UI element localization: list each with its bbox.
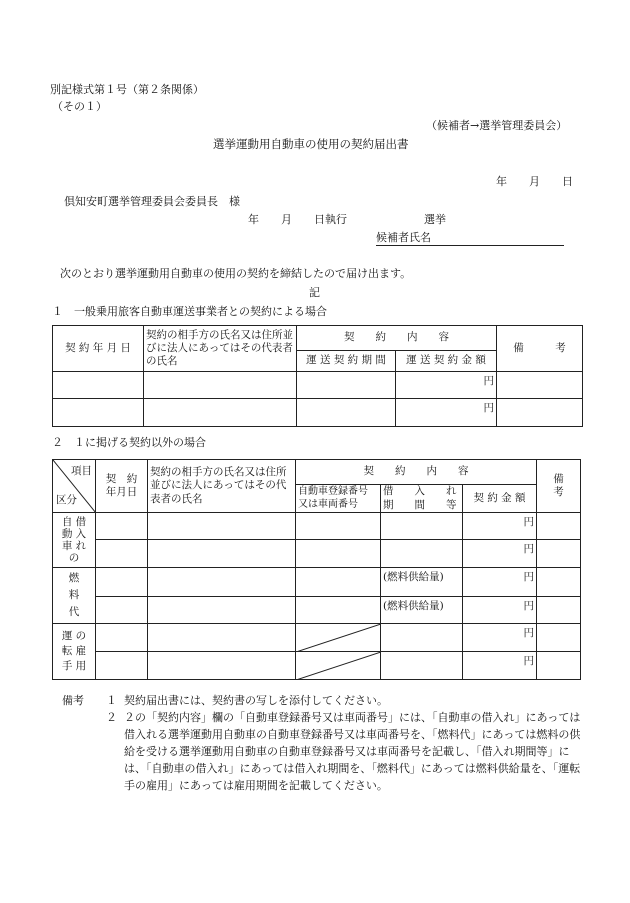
yen-cell[interactable]	[463, 568, 537, 597]
notes-block	[62, 692, 582, 794]
s2-col-date: 契 約 年月日	[96, 460, 148, 513]
addressee: 倶知安町選挙管理委員会委員長 様	[64, 195, 240, 208]
yen-label: 円	[523, 600, 535, 612]
note-text: 契約届出書には、契約書の写しを添付してください。	[124, 694, 388, 707]
yen-cell[interactable]	[463, 513, 537, 540]
s2-col-party: 契約の相手方の氏名又は住所並びに法人にあってはその代表者の氏名	[148, 460, 296, 513]
table-cell[interactable]	[148, 624, 296, 652]
section1-heading: １ 一般乗用旅客自動車運送事業者との契約による場合	[52, 305, 327, 318]
section2-table	[52, 459, 585, 680]
note-indent	[62, 709, 106, 794]
s1-col-contract: 契 約 内 容	[297, 326, 497, 351]
submission-route: （候補者→選挙管理委員会）	[426, 119, 568, 132]
yen-label: 円	[483, 402, 494, 414]
yen-label: 円	[523, 516, 535, 528]
table-row	[53, 652, 581, 680]
election-date: 年 月 日執行	[248, 213, 347, 226]
table-cell[interactable]	[497, 399, 583, 427]
table-cell[interactable]	[96, 652, 148, 680]
table-cell[interactable]	[148, 652, 296, 680]
row-driver-hire: 運 の 転 雇 手 用	[53, 624, 96, 680]
yen-label: 円	[523, 543, 535, 555]
table-cell[interactable]	[497, 372, 583, 399]
form-number: 別記様式第１号（第２条関係）	[50, 83, 204, 96]
table-cell[interactable]	[296, 540, 381, 568]
s2-col-period: 借 入 れ 期 間 等	[381, 485, 463, 513]
ki-label: 記	[309, 286, 320, 299]
table-row	[53, 399, 583, 427]
fuel-qty-cell[interactable]	[381, 568, 463, 597]
s2-col-remarks: 備 考	[537, 460, 581, 513]
table-row	[53, 597, 581, 624]
yen-cell[interactable]	[463, 597, 537, 624]
yen-cell[interactable]	[396, 372, 497, 399]
table-cell[interactable]	[53, 399, 144, 427]
table-cell[interactable]	[96, 513, 148, 540]
table-cell[interactable]	[148, 597, 296, 624]
s2-col-contract: 契 約 内 容	[296, 460, 537, 485]
reg-cell-diagonal	[296, 652, 381, 680]
table-row	[53, 513, 581, 540]
note-number: １	[106, 694, 117, 707]
table-cell[interactable]	[537, 624, 581, 652]
table-cell[interactable]	[297, 399, 396, 427]
corner-kubun-label: 区分	[56, 493, 77, 506]
row-car-rental: 自 借 動 入 車 れ の	[53, 513, 96, 568]
note-item	[62, 692, 582, 709]
election-suffix: 選挙	[424, 213, 446, 226]
s1-col-date: 契 約 年 月 日	[53, 326, 144, 372]
table-cell[interactable]	[144, 372, 297, 399]
s2-col-amount: 契 約 金 額	[463, 485, 537, 513]
corner-item-label: 項目	[71, 465, 92, 477]
yen-cell[interactable]	[463, 624, 537, 652]
reg-cell-diagonal	[296, 624, 381, 652]
table-cell[interactable]	[96, 597, 148, 624]
note-text: ２の「契約内容」欄の「自動車登録番号又は車両番号」には、「自動車の借入れ」にあっては借入れる選挙運動用自動車の自動車登録番号又は車両番号を、「燃料代」にあっては燃料の供給を受ける選挙運動用自動車の自動車登録番号又は車両番号を記載し、「借入れ期間等」には、「自動車の借入れ」にあっては借入れ期間を、「燃料代」にあっては燃料供給量を、「運転手の雇用」にあっては雇用期間を記載してください。	[124, 711, 581, 792]
table-cell[interactable]	[537, 652, 581, 680]
table-cell[interactable]	[96, 568, 148, 597]
table-cell[interactable]	[148, 540, 296, 568]
table-cell[interactable]	[96, 540, 148, 568]
yen-label: 円	[523, 627, 535, 639]
table-cell[interactable]	[296, 568, 381, 597]
corner-cell	[53, 460, 96, 513]
yen-label: 円	[483, 375, 494, 387]
table-cell[interactable]	[53, 372, 144, 399]
s2-col-reg: 自動車登録番号 又は車両番号	[296, 485, 381, 513]
yen-label: 円	[523, 655, 535, 667]
table-cell[interactable]	[381, 624, 463, 652]
s1-col-period: 運 送 契 約 期 間	[297, 351, 396, 372]
table-cell[interactable]	[96, 624, 148, 652]
fuel-qty-cell[interactable]	[381, 597, 463, 624]
table-cell[interactable]	[296, 513, 381, 540]
table-cell[interactable]	[537, 540, 581, 568]
page-title: 選挙運動用自動車の使用の契約届出書	[213, 137, 409, 151]
table-cell[interactable]	[537, 597, 581, 624]
table-row	[53, 568, 581, 597]
row-fuel: 燃 料 代	[53, 568, 96, 624]
intro-text: 次のとおり選挙運動用自動車の使用の契約を締結したので届け出ます。	[60, 267, 412, 280]
s1-col-amount: 運 送 契 約 金 額	[396, 351, 497, 372]
section1-table	[52, 325, 583, 427]
yen-label: 円	[523, 571, 535, 583]
diagonal-strike	[296, 624, 381, 652]
fuel-qty-label: (燃料供給量)	[383, 571, 444, 583]
table-cell[interactable]	[148, 568, 296, 597]
s1-col-party: 契約の相手方の氏名又は住所並びに法人にあってはその代表者の氏名	[144, 326, 297, 372]
candidate-label: 候補者氏名	[376, 231, 431, 244]
diagonal-strike	[296, 652, 381, 680]
section2-heading: ２ １に掲げる契約以外の場合	[52, 436, 206, 449]
table-cell[interactable]	[381, 513, 463, 540]
note-item	[62, 709, 582, 794]
yen-cell[interactable]	[463, 652, 537, 680]
table-cell[interactable]	[148, 513, 296, 540]
yen-cell[interactable]	[463, 540, 537, 568]
candidate-name-field[interactable]	[376, 232, 564, 246]
submission-date: 年 月 日	[496, 175, 573, 188]
table-row	[53, 372, 583, 399]
fuel-qty-label: (燃料供給量)	[383, 600, 444, 612]
note-number: ２	[106, 711, 117, 724]
table-cell[interactable]	[381, 652, 463, 680]
table-cell[interactable]	[296, 597, 381, 624]
table-cell[interactable]	[381, 540, 463, 568]
table-cell[interactable]	[144, 399, 297, 427]
notes-label: 備考	[62, 694, 84, 707]
yen-cell[interactable]	[396, 399, 497, 427]
table-cell[interactable]	[297, 372, 396, 399]
form-sub-number: （その１）	[52, 100, 107, 113]
table-row	[53, 540, 581, 568]
table-cell[interactable]	[537, 513, 581, 540]
table-cell[interactable]	[537, 568, 581, 597]
s1-col-remarks: 備 考	[497, 326, 583, 372]
table-row	[53, 624, 581, 652]
